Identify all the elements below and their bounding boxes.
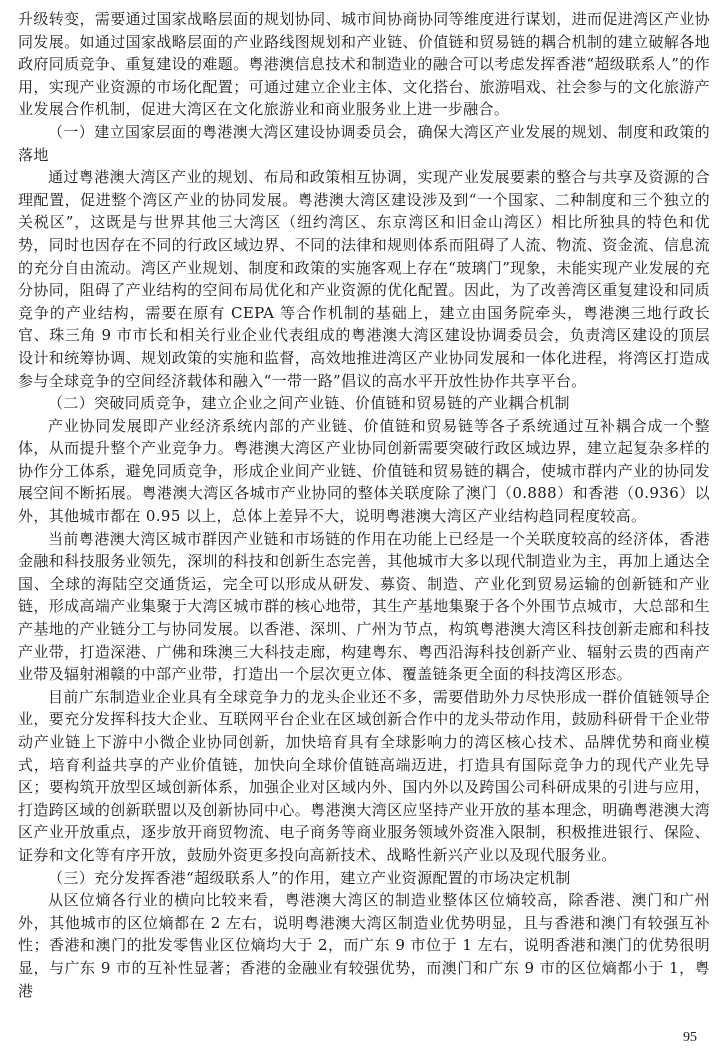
paragraph-body: 产业协同发展即产业经济系统内部的产业链、价值链和贸易链等各子系统通过互补耦合成一个整体，从而提升整个产业竞争力。粤港澳大湾区产业协同创新需要突破行政区域边界，建立起复杂多样的协作分工体系，避免同质竞争，形成企业间产业链、价值链和贸易链的耦合，使城市群内产业的协同发展空间不断拓展。粤港澳大湾区各城市产业协同的整体关联度除了澳门（0.888）和香港（0.936）以外，其他城市都在 0.95 以上，总体上差异不大，说明粤港澳大湾区产业结构趋同程度较高。 xyxy=(18,416,710,526)
paragraph-body: 目前广东制造业企业具有全球竞争力的龙头企业还不多，需要借助外力尽快形成一群价值链领导企业，要充分发挥科技大企业、互联网平台企业在区域创新合作中的龙头带动作用，鼓励科研骨干企业带动产业链上下游中小微企业协同创新，加快培育具有全球影响力的湾区核心技术、品牌优势和商业模式，培育利益共享的产业价值链，加快向全球价值链高端迈进，打造具有国际竞争力的现代产业先导区；要构筑开放型区域创新体系，加强企业对区域内外、国内外以及跨国公司科研成果的引进与应用，打造跨区域的创新联盟以及创新协同中心。粤港澳大湾区应坚持产业开放的基本理念，明确粤港澳大湾区产业开放重点，逐步放开商贸物流、电子商务等商业服务领域外资准入限制，积极推进银行、保险、证券和文化等有序开放，鼓励外资更多投向高新技术、战略性新兴产业以及现代服务业。 xyxy=(18,687,710,864)
paragraph-body: 当前粤港澳大湾区城市群因产业链和市场链的作用在功能上已经是一个关联度较高的经济体，香港金融和科技服务业领先，深圳的科技和创新生态完善，其他城市大多以现代制造业为主，再加上通达全国、全球的海陆空交通货运，完全可以形成从研发、募资、制造、产业化到贸易运输的创新链和产业链，形成高端产业集聚于大湾区城市群的核心地带，其生产基地集聚于各个外围节点城市，大总部和生产基地的产业链分工与协同发展。以香港、深圳、广州为节点，构筑粤港澳大湾区科技创新走廊和科技产业带，打造深港、广佛和珠澳三大科技走廊，构建粤东、粤西沿海科技创新产业、辐射云贵的西南产业带及辐射湘赣的中部产业带，打造出一个层次更立体、覆盖链条更全面的科技湾区形态。 xyxy=(18,529,710,684)
section-heading-2: （二）突破同质竞争，建立企业之间产业链、价值链和贸易链的产业耦合机制 xyxy=(48,394,570,413)
paragraph-body: 通过粤港澳大湾区产业的规划、布局和政策相互协调，实现产业发展要素的整合与共享及资源的合理配置，促进整个湾区产业的协同发展。粤港澳大湾区建设涉及到“一个国家、二种制度和三个独立的关税区”，这既是与世界其他三大湾区（纽约湾区、东京湾区和旧金山湾区）相比所独具的特色和优势，同时也因存在不同的行政区域边界、不同的法律和规则体系而阻碍了人流、物流、资金流、信息流的充分自由流动。湾区产业规划、制度和政策的实施客观上存在“玻璃门”现象，未能实现产业发展的充分协同，阻碍了产业结构的空间布局优化和产业资源的优化配置。因此，为了改善湾区重复建设和同质竞争的产业结构，需要在原有 CEPA 等合作机制的基础上，建立由国务院牵头，粤港澳三地行政长官、珠三角 9 市市长和相关行业企业代表组成的粤港澳大湾区建设协调委员会，负责湾区建设的顶层设计和统筹协调、规划政策的实施和监督，高效地推进湾区产业协同发展和一体化进程，将湾区打造成参与全球竞争的空间经济载体和融入“一带一路”倡议的高水平开放性协作共享平台。 xyxy=(18,168,710,390)
document-page xyxy=(18,8,710,1002)
section-heading-1: （一）建立国家层面的粤港澳大湾区建设协调委员会，确保大湾区产业发展的规划、制度和政策的落地 xyxy=(18,122,710,164)
section-heading-3: （三）充分发挥香港“超级联系人”的作用，建立产业资源配置的市场决定机制 xyxy=(48,868,571,887)
page-number: 95 xyxy=(683,1030,697,1045)
paragraph-body: 从区位熵各行业的横向比较来看，粤港澳大湾区的制造业整体区位熵较高，除香港、澳门和广州外，其他城市的区位熵都在 2 左右，说明粤港澳大湾区制造业优势明显，且与香港和澳门有较强互补性；香港和澳门的批发零售业区位熵均大于 2，而广东 9 市位于 1 左右，说明香港和澳门的优势很明显，与广东 9 市的互补性显著；香港的金融业有较强优势，而澳门和广东 9 市的区位熵都小于 1，粤港 xyxy=(18,891,710,1000)
paragraph-intro-continued: 升级转变，需要通过国家战略层面的规划协同、城市间协商协同等维度进行谋划，进而促进湾区产业协同发展。如通过国家战略层面的产业路线图规划和产业链、价值链和贸易链的耦合机制的建立破解各地政府同质竞争、重复建设的难题。粤港澳信息技术和制造业的融合可以考虑发挥香港“超级联系人”的作用，实现产业资源的市场化配置；可通过建立企业主体、文化搭台、旅游唱戏、社会参与的文化旅游产业发展合作机制，促进大湾区在文化旅游业和商业服务业上进一步融合。 xyxy=(18,10,710,119)
